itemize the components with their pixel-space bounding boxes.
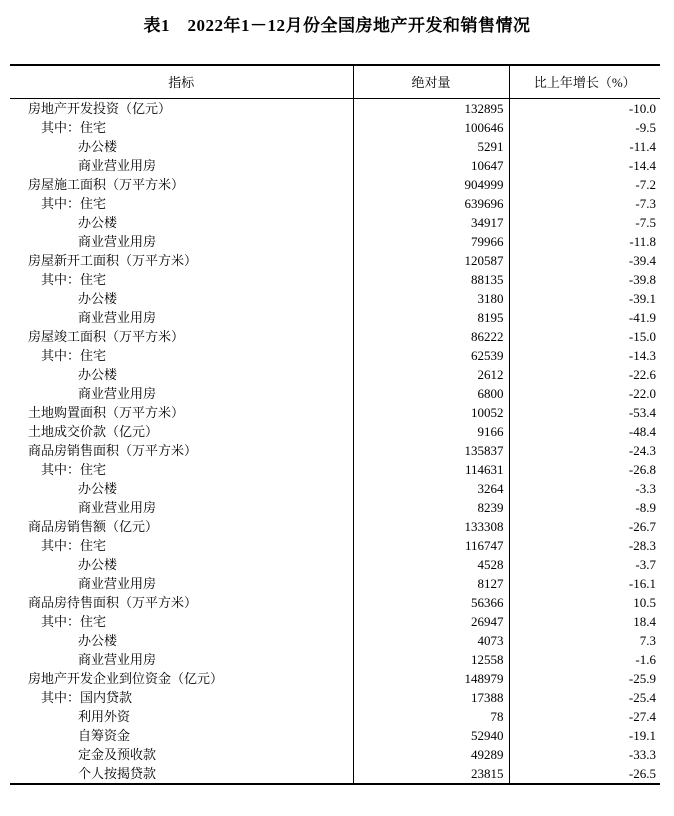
absolute-value-cell: 6800 bbox=[353, 384, 509, 403]
table-row bbox=[10, 669, 660, 688]
table-row bbox=[10, 346, 660, 365]
absolute-value-cell: 86222 bbox=[353, 327, 509, 346]
growth-value-cell: -22.0 bbox=[628, 385, 656, 401]
indicator-cell: 办公楼 bbox=[10, 365, 353, 384]
table-row bbox=[10, 460, 660, 479]
absolute-value-cell: 135837 bbox=[353, 441, 509, 460]
indicator-cell: 其中：住宅 bbox=[10, 194, 353, 213]
indicator-cell: 利用外资 bbox=[10, 707, 353, 726]
absolute-value-cell: 78 bbox=[353, 707, 509, 726]
growth-value-cell: 18.4 bbox=[633, 613, 656, 629]
indicator-cell: 其中：住宅 bbox=[10, 612, 353, 631]
growth-value-cell: -39.4 bbox=[628, 252, 656, 268]
table-row bbox=[10, 536, 660, 555]
table-row bbox=[10, 650, 660, 669]
growth-value-cell: 10.5 bbox=[633, 594, 656, 610]
indicator-cell: 商业营业用房 bbox=[10, 156, 353, 175]
indicator-cell: 其中：住宅 bbox=[10, 536, 353, 555]
table-row bbox=[10, 555, 660, 574]
table-row bbox=[10, 327, 660, 346]
absolute-value-cell: 8127 bbox=[353, 574, 509, 593]
indicator-cell: 商业营业用房 bbox=[10, 498, 353, 517]
growth-value-cell: -10.0 bbox=[628, 100, 656, 116]
indicator-cell: 其中：住宅 bbox=[10, 460, 353, 479]
growth-value-cell: -14.3 bbox=[628, 347, 656, 363]
growth-value-cell: -25.4 bbox=[628, 689, 656, 705]
growth-value-cell: -26.7 bbox=[628, 518, 656, 534]
table-row bbox=[10, 479, 660, 498]
table-body bbox=[10, 98, 660, 784]
document bbox=[0, 14, 674, 816]
absolute-value-cell: 9166 bbox=[353, 422, 509, 441]
table-row bbox=[10, 745, 660, 764]
growth-value-cell: -19.1 bbox=[628, 727, 656, 743]
growth-value-cell: -41.9 bbox=[628, 309, 656, 325]
absolute-value-cell: 10647 bbox=[353, 156, 509, 175]
indicator-cell: 办公楼 bbox=[10, 631, 353, 650]
table-row bbox=[10, 213, 660, 232]
table-row bbox=[10, 422, 660, 441]
absolute-value-cell: 34917 bbox=[353, 213, 509, 232]
indicator-cell: 定金及预收款 bbox=[10, 745, 353, 764]
indicator-cell: 房屋施工面积（万平方米） bbox=[10, 175, 353, 194]
growth-value-cell: -28.3 bbox=[628, 537, 656, 553]
table-row bbox=[10, 498, 660, 517]
indicator-cell: 个人按揭贷款 bbox=[10, 764, 353, 784]
header-growth: 比上年增长（%） bbox=[509, 65, 660, 98]
absolute-value-cell: 12558 bbox=[353, 650, 509, 669]
growth-value-cell: -27.4 bbox=[628, 708, 656, 724]
table-row bbox=[10, 98, 660, 118]
table-row bbox=[10, 308, 660, 327]
absolute-value-cell: 100646 bbox=[353, 118, 509, 137]
absolute-value-cell: 120587 bbox=[353, 251, 509, 270]
table-row bbox=[10, 726, 660, 745]
growth-value-cell: -8.9 bbox=[635, 499, 656, 515]
indicator-cell: 房地产开发投资（亿元） bbox=[10, 98, 353, 118]
table-row bbox=[10, 764, 660, 784]
indicator-cell: 办公楼 bbox=[10, 213, 353, 232]
absolute-value-cell: 17388 bbox=[353, 688, 509, 707]
indicator-cell: 其中：住宅 bbox=[10, 118, 353, 137]
table-row bbox=[10, 441, 660, 460]
indicator-cell: 办公楼 bbox=[10, 479, 353, 498]
indicator-cell: 土地成交价款（亿元） bbox=[10, 422, 353, 441]
growth-value-cell: -26.8 bbox=[628, 461, 656, 477]
absolute-value-cell: 10052 bbox=[353, 403, 509, 422]
absolute-value-cell: 52940 bbox=[353, 726, 509, 745]
indicator-cell: 办公楼 bbox=[10, 289, 353, 308]
indicator-cell: 房屋新开工面积（万平方米） bbox=[10, 251, 353, 270]
table-row bbox=[10, 232, 660, 251]
table-row bbox=[10, 384, 660, 403]
growth-value-cell: -39.1 bbox=[628, 290, 656, 306]
indicator-cell: 房屋竣工面积（万平方米） bbox=[10, 327, 353, 346]
absolute-value-cell: 132895 bbox=[353, 98, 509, 118]
growth-value-cell: -15.0 bbox=[628, 328, 656, 344]
absolute-value-cell: 49289 bbox=[353, 745, 509, 764]
indicator-cell: 商品房待售面积（万平方米） bbox=[10, 593, 353, 612]
table-title: 表1 2022年1－12月份全国房地产开发和销售情况 bbox=[143, 16, 531, 35]
table-row bbox=[10, 574, 660, 593]
header-indicator: 指标 bbox=[10, 65, 353, 98]
indicator-cell: 商业营业用房 bbox=[10, 232, 353, 251]
growth-value-cell: -7.5 bbox=[635, 214, 656, 230]
table-row bbox=[10, 403, 660, 422]
growth-value-cell: -1.6 bbox=[635, 651, 656, 667]
indicator-cell: 商业营业用房 bbox=[10, 308, 353, 327]
table-row bbox=[10, 156, 660, 175]
table-row bbox=[10, 612, 660, 631]
table-row bbox=[10, 137, 660, 156]
absolute-value-cell: 62539 bbox=[353, 346, 509, 365]
growth-value-cell: -25.9 bbox=[628, 670, 656, 686]
absolute-value-cell: 133308 bbox=[353, 517, 509, 536]
growth-value-cell: -39.8 bbox=[628, 271, 656, 287]
table-row bbox=[10, 118, 660, 137]
indicator-cell: 自筹资金 bbox=[10, 726, 353, 745]
absolute-value-cell: 4073 bbox=[353, 631, 509, 650]
growth-value-cell: -24.3 bbox=[628, 442, 656, 458]
table-row bbox=[10, 289, 660, 308]
growth-value-cell: -53.4 bbox=[628, 404, 656, 420]
indicator-cell: 商业营业用房 bbox=[10, 650, 353, 669]
indicator-cell: 房地产开发企业到位资金（亿元） bbox=[10, 669, 353, 688]
indicator-cell: 商业营业用房 bbox=[10, 574, 353, 593]
table-row bbox=[10, 631, 660, 650]
absolute-value-cell: 8239 bbox=[353, 498, 509, 517]
growth-value-cell: -22.6 bbox=[628, 366, 656, 382]
growth-value-cell: -7.2 bbox=[635, 176, 656, 192]
absolute-value-cell: 639696 bbox=[353, 194, 509, 213]
table-row bbox=[10, 251, 660, 270]
indicator-cell: 商品房销售额（亿元） bbox=[10, 517, 353, 536]
growth-value-cell: -3.3 bbox=[635, 480, 656, 496]
table-header bbox=[10, 65, 660, 98]
growth-value-cell: 7.3 bbox=[639, 632, 656, 648]
absolute-value-cell: 148979 bbox=[353, 669, 509, 688]
growth-value-cell: -33.3 bbox=[628, 746, 656, 762]
table-row bbox=[10, 270, 660, 289]
indicator-cell: 其中：住宅 bbox=[10, 346, 353, 365]
table-row bbox=[10, 593, 660, 612]
growth-value-cell: -11.4 bbox=[629, 138, 656, 154]
growth-value-cell: -7.3 bbox=[635, 195, 656, 211]
absolute-value-cell: 114631 bbox=[353, 460, 509, 479]
table-row bbox=[10, 194, 660, 213]
growth-value-cell: -16.1 bbox=[628, 575, 656, 591]
page bbox=[0, 14, 674, 816]
indicator-cell: 其中：住宅 bbox=[10, 270, 353, 289]
absolute-value-cell: 116747 bbox=[353, 536, 509, 555]
indicator-cell: 商品房销售面积（万平方米） bbox=[10, 441, 353, 460]
indicator-cell: 其中：国内贷款 bbox=[10, 688, 353, 707]
indicator-cell: 办公楼 bbox=[10, 137, 353, 156]
header-absolute: 绝对量 bbox=[353, 65, 509, 98]
table-row bbox=[10, 707, 660, 726]
growth-value-cell: -26.5 bbox=[628, 765, 656, 781]
absolute-value-cell: 4528 bbox=[353, 555, 509, 574]
indicator-cell: 土地购置面积（万平方米） bbox=[10, 403, 353, 422]
table-row bbox=[10, 365, 660, 384]
indicator-cell: 办公楼 bbox=[10, 555, 353, 574]
absolute-value-cell: 904999 bbox=[353, 175, 509, 194]
growth-value-cell: -14.4 bbox=[628, 157, 656, 173]
absolute-value-cell: 56366 bbox=[353, 593, 509, 612]
absolute-value-cell: 26947 bbox=[353, 612, 509, 631]
growth-value-cell: -11.8 bbox=[629, 233, 656, 249]
absolute-value-cell: 88135 bbox=[353, 270, 509, 289]
table-row bbox=[10, 517, 660, 536]
growth-value-cell: -3.7 bbox=[635, 556, 656, 572]
absolute-value-cell: 8195 bbox=[353, 308, 509, 327]
growth-value-cell: -9.5 bbox=[635, 119, 656, 135]
absolute-value-cell: 2612 bbox=[353, 365, 509, 384]
absolute-value-cell: 3264 bbox=[353, 479, 509, 498]
stats-table bbox=[10, 64, 660, 785]
indicator-cell: 商业营业用房 bbox=[10, 384, 353, 403]
absolute-value-cell: 79966 bbox=[353, 232, 509, 251]
header-row bbox=[10, 65, 660, 98]
growth-value-cell: -48.4 bbox=[628, 423, 656, 439]
absolute-value-cell: 5291 bbox=[353, 137, 509, 156]
table-row bbox=[10, 175, 660, 194]
absolute-value-cell: 3180 bbox=[353, 289, 509, 308]
absolute-value-cell: 23815 bbox=[353, 764, 509, 784]
table-row bbox=[10, 688, 660, 707]
